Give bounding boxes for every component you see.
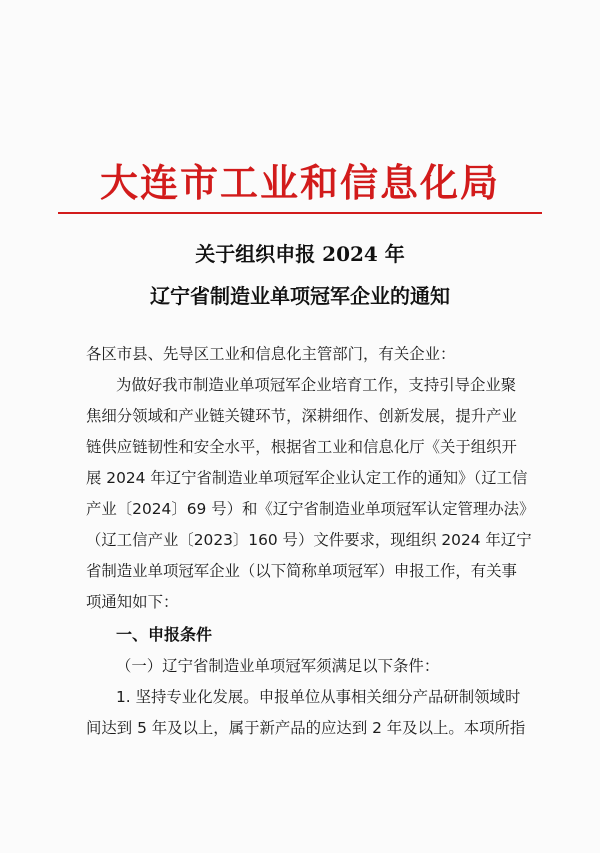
item-line: 间达到 5 年及以上，属于新产品的应达到 2 年及以上。本项所指 [86, 719, 526, 737]
item-line: 1. 坚持专业化发展。申报单位从事相关细分产品研制领域时 [116, 688, 521, 706]
paragraph-line: （辽工信产业〔2023〕160 号）文件要求，现组织 2024 年辽宁 [86, 531, 532, 549]
agency-letterhead: 大连市工业和信息化局 [99, 160, 500, 205]
paragraph-line: 省制造业单项冠军企业（以下简称单项冠军）申报工作，有关事 [86, 562, 517, 580]
letterhead-divider [58, 212, 542, 214]
paragraph-line: 项通知如下： [86, 593, 179, 611]
notice-title-line-2: 辽宁省制造业单项冠军企业的通知 [150, 284, 450, 308]
paragraph-line: 产业〔2024〕69 号）和《辽宁省制造业单项冠军认定管理办法》 [86, 500, 535, 518]
paragraph-line: 焦细分领域和产业链关键环节，深耕细作、创新发展，提升产业 [86, 407, 517, 425]
section-heading: 一、申报条件 [116, 625, 213, 644]
subsection-heading: （一）辽宁省制造业单项冠军须满足以下条件： [116, 657, 440, 675]
paragraph-line: 链供应链韧性和安全水平，根据省工业和信息化厅《关于组织开 [86, 438, 517, 456]
salutation: 各区市县、先导区工业和信息化主管部门，有关企业： [86, 345, 456, 363]
paragraph-line: 为做好我市制造业单项冠军企业培育工作，支持引导企业聚 [116, 376, 517, 394]
paragraph-line: 展 2024 年辽宁省制造业单项冠军企业认定工作的通知》（辽工信 [86, 469, 528, 487]
notice-title-line-1: 关于组织申报 2024 年 [195, 242, 405, 266]
